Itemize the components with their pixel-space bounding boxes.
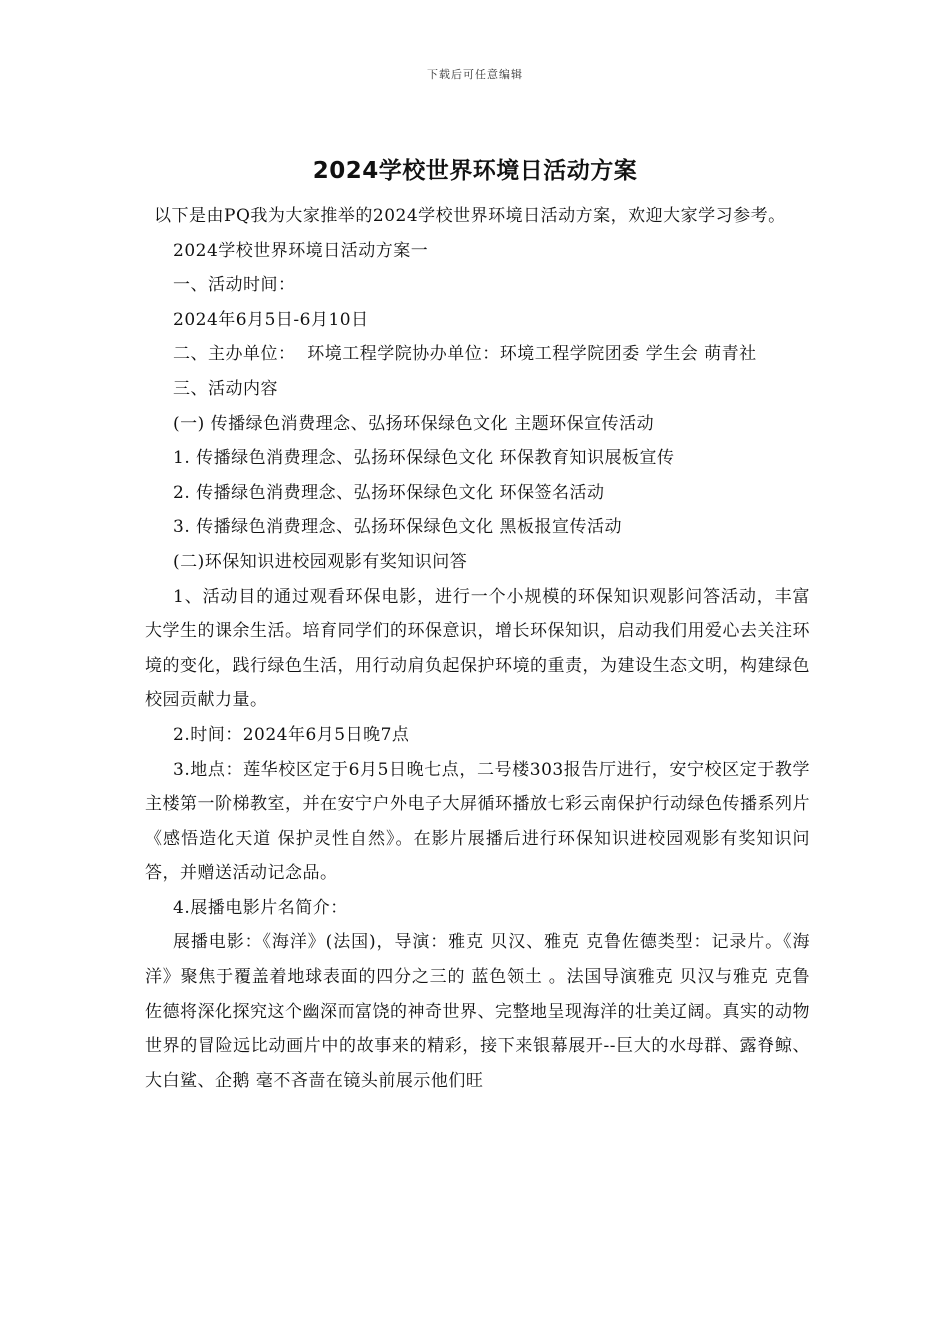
section-heading: 一、活动时间： bbox=[173, 275, 296, 296]
paragraph: 2024年6月5日-6月10日 bbox=[173, 309, 369, 330]
paragraph: 1、活动目的通过观看环保电影，进行一个小规模的环保知识观影问答活动，丰富大学生的课余生活。培育同学们的环保意识，增长环保知识，启动我们用爱心去关注环境的变化，践行绿色生活，用行动肩负起保护环境的重责，为建设生态文明，构建绿色校园贡献力量。 bbox=[145, 586, 810, 711]
list-item: 1. 传播绿色消费理念、弘扬环保绿色文化 环保教育知识展板宣传 bbox=[173, 448, 675, 469]
intro-paragraph: 以下是由PQ我为大家推举的2024学校世界环境日活动方案，欢迎大家学习参考。 bbox=[154, 206, 786, 226]
paragraph: 2.时间：2024年6月5日晚7点 bbox=[173, 724, 410, 745]
list-item: 3. 传播绿色消费理念、弘扬环保绿色文化 黑板报宣传活动 bbox=[173, 517, 623, 538]
section-heading: (二)环保知识进校园观影有奖知识问答 bbox=[173, 551, 468, 572]
paragraph: 二、主办单位： 环境工程学院协办单位：环境工程学院团委 学生会 萌青社 bbox=[173, 344, 757, 365]
document-title: 2024学校世界环境日活动方案 bbox=[312, 158, 638, 184]
section-heading: 2024学校世界环境日活动方案一 bbox=[173, 240, 429, 261]
document-body bbox=[145, 199, 810, 1098]
header-note: 下载后可任意编辑 bbox=[427, 68, 523, 81]
list-item: 2. 传播绿色消费理念、弘扬环保绿色文化 环保签名活动 bbox=[173, 482, 605, 503]
section-heading: 三、活动内容 bbox=[173, 378, 278, 399]
paragraph: 4.展播电影片名简介： bbox=[173, 897, 348, 918]
list-item: (一) 传播绿色消费理念、弘扬环保绿色文化 主题环保宣传活动 bbox=[173, 413, 655, 434]
paragraph: 展播电影：《海洋》(法国)，导演：雅克 贝汉、雅克 克鲁佐德类型：记录片。《海洋》聚焦于覆盖着地球表面的四分之三的 蓝色领土 。法国导演雅克 贝汉与雅克 克鲁佐德将深化探究这个幽深而富饶的神奇世界、完整地呈现海洋的壮美辽阔。真实的动物世界的冒险远比动画片中的故事来的精彩，接下来银幕展开--巨大的水母群、露脊鲸、大白鲨、企鹅 毫不吝啬在镜头前展示他们旺 bbox=[145, 932, 810, 1091]
paragraph: 3.地点：莲华校区定于6月5日晚七点，二号楼303报告厅进行，安宁校区定于教学主楼第一阶梯教室，并在安宁户外电子大屏循环播放七彩云南保护行动绿色传播系列片《感悟造化天道 保护灵性自然》。在影片展播后进行环保知识进校园观影有奖知识问答，并赠送活动记念品。 bbox=[145, 759, 810, 884]
